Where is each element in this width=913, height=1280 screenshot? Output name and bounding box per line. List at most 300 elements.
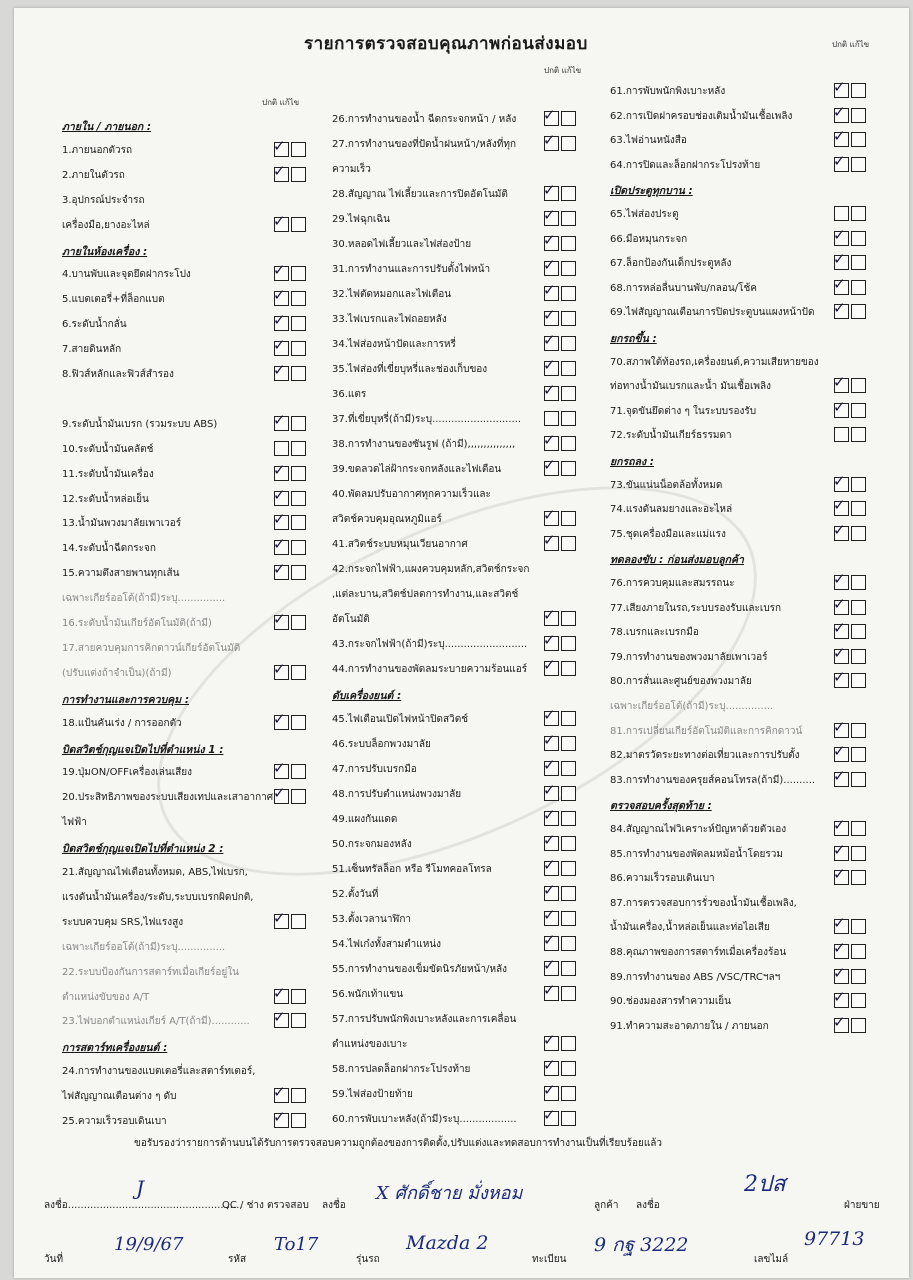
- check-mark-icon: ✓: [543, 1081, 556, 1099]
- fix-checkbox[interactable]: [561, 961, 576, 976]
- fix-checkbox[interactable]: [561, 136, 576, 151]
- check-mark-icon: ✓: [273, 983, 286, 1002]
- check-mark-icon: ✓: [273, 311, 286, 330]
- checklist-item-label: 76.การควบคุมและสมรรถนะ: [610, 578, 735, 589]
- checklist-item-label: 91.ทำความสะอาดภายใน / ภายนอก: [610, 1020, 769, 1032]
- fix-checkbox[interactable]: [561, 636, 576, 651]
- fix-checkbox[interactable]: [291, 341, 306, 356]
- fix-checkbox[interactable]: [291, 366, 306, 381]
- normal-checkbox[interactable]: [543, 431, 559, 451]
- fix-checkbox[interactable]: [561, 736, 576, 751]
- column-header-3: ปกติ แก้ไข: [832, 40, 870, 49]
- normal-checkbox[interactable]: [543, 231, 559, 251]
- normal-checkbox[interactable]: [273, 211, 289, 232]
- normal-checkbox[interactable]: [833, 299, 849, 319]
- check-mark-icon: ✓: [543, 706, 556, 724]
- normal-checkbox[interactable]: [833, 274, 849, 295]
- fix-checkbox[interactable]: [851, 427, 866, 442]
- normal-checkbox[interactable]: [833, 668, 849, 688]
- fix-checkbox[interactable]: [851, 870, 866, 885]
- normal-checkbox[interactable]: [543, 756, 559, 776]
- fix-checkbox[interactable]: [851, 919, 866, 934]
- check-mark-icon: ✓: [273, 759, 286, 778]
- checklist-item-label: ท่อทางน้ำมันเบรกและน้ำ มันเชื้อเพลิง: [610, 381, 771, 393]
- normal-checkbox[interactable]: [833, 471, 849, 492]
- normal-checkbox[interactable]: [833, 250, 849, 270]
- check-mark-icon: ✓: [273, 485, 286, 504]
- fix-checkbox[interactable]: [291, 540, 306, 555]
- checklist-item-label: 8.ฟิวส์หลักและฟิวส์สำรอง: [62, 369, 174, 380]
- normal-checkbox[interactable]: [833, 914, 849, 934]
- checklist-item-label: ไฟฟ้า: [62, 817, 87, 829]
- check-mark-icon: ✓: [273, 1108, 286, 1126]
- fix-checkbox[interactable]: [291, 266, 306, 281]
- check-mark-icon: ✓: [833, 520, 846, 539]
- section-heading: ทดลองขับ : ก่อนส่งมอบลูกค้า: [610, 554, 744, 567]
- normal-checkbox[interactable]: [273, 336, 289, 356]
- section-heading: การสตาร์ทเครื่องยนต์ :: [62, 1042, 168, 1055]
- fix-checkbox[interactable]: [291, 316, 306, 331]
- normal-checkbox[interactable]: [833, 963, 849, 984]
- check-mark-icon: ✓: [833, 668, 846, 687]
- fix-checkbox[interactable]: [851, 846, 866, 861]
- checklist-item-label: 21.สัญญาณไฟเตือนทั้งหมด, ABS,ไฟเบรก,: [62, 867, 248, 878]
- fix-checkbox[interactable]: [851, 944, 866, 959]
- normal-checkbox[interactable]: [273, 1008, 289, 1028]
- column-header-1: ปกติ แก้ไข: [262, 98, 300, 107]
- checklist-item-label: 65.ไฟส่องประตู: [610, 209, 679, 220]
- checklist-item-label: 46.ระบบล็อกพวงมาลัย: [332, 739, 431, 750]
- normal-checkbox[interactable]: [543, 381, 559, 401]
- normal-checkbox[interactable]: [833, 397, 849, 418]
- normal-checkbox[interactable]: [543, 281, 559, 301]
- fix-checkbox[interactable]: [561, 1036, 576, 1051]
- check-mark-icon: ✓: [543, 806, 556, 824]
- normal-checkbox[interactable]: [544, 411, 559, 426]
- check-mark-icon: ✓: [833, 471, 846, 490]
- qc-role-label: QC / ช่าง ตรวจสอบ: [222, 1200, 309, 1211]
- fix-checkbox[interactable]: [291, 441, 306, 456]
- customer-signature: X ศักดิ์ชาย มั่งหอม: [376, 1183, 523, 1204]
- checklist-item-label: 43.กระจกไฟฟ้า(ถ้ามี)ระบุ..........................: [332, 639, 528, 650]
- fix-checkbox[interactable]: [851, 821, 866, 836]
- normal-checkbox[interactable]: [543, 306, 559, 326]
- checklist-item-label: 24.การทำงานของแบตเตอรี่และสตาร์ทเตอร์,: [62, 1066, 256, 1078]
- normal-checkbox[interactable]: [543, 631, 559, 651]
- fix-checkbox[interactable]: [291, 789, 306, 804]
- checklist-item-label: 67.ล็อกป้องกันเด็กประตูหลัง: [610, 258, 732, 270]
- fix-checkbox[interactable]: [291, 416, 306, 431]
- normal-checkbox[interactable]: [543, 606, 559, 626]
- check-mark-icon: ✓: [833, 865, 846, 884]
- normal-checkbox[interactable]: [833, 151, 849, 172]
- fix-checkbox[interactable]: [561, 536, 576, 551]
- normal-checkbox[interactable]: [543, 206, 559, 226]
- check-mark-icon: ✓: [273, 1083, 286, 1102]
- normal-checkbox[interactable]: [833, 1012, 849, 1033]
- normal-checkbox[interactable]: [543, 906, 559, 926]
- fix-checkbox[interactable]: [851, 624, 866, 639]
- checklist-item-label: สวิตช์ควบคุมอุณหภูมิแอร์: [332, 514, 442, 525]
- normal-checkbox[interactable]: [833, 225, 849, 246]
- normal-checkbox[interactable]: [543, 781, 559, 801]
- normal-checkbox[interactable]: [273, 1083, 289, 1103]
- checklist-item-label: 47.การปรับเบรกมือ: [332, 764, 417, 775]
- normal-checkbox[interactable]: [273, 659, 289, 680]
- normal-checkbox[interactable]: [543, 106, 559, 126]
- normal-checkbox[interactable]: [273, 709, 289, 730]
- checklist-item-label: อัตโนมัติ: [332, 614, 370, 625]
- fix-checkbox[interactable]: [291, 764, 306, 779]
- normal-checkbox[interactable]: [273, 460, 289, 481]
- normal-checkbox[interactable]: [543, 456, 559, 476]
- fix-checkbox[interactable]: [851, 723, 866, 738]
- normal-checkbox[interactable]: [833, 78, 849, 98]
- fix-checkbox[interactable]: [851, 969, 866, 984]
- checklist-item-label: 45.ไฟเตือนเปิดไฟหน้าปิดสวิตช์: [332, 714, 469, 725]
- normal-checkbox[interactable]: [273, 610, 289, 630]
- normal-checkbox[interactable]: [273, 759, 289, 779]
- checklist-item-label: 30.หลอดไฟเลี้ยวและไฟส่องป้าย: [332, 239, 472, 250]
- fix-checkbox[interactable]: [561, 911, 576, 926]
- fix-checkbox[interactable]: [561, 461, 576, 476]
- fix-checkbox[interactable]: [291, 466, 306, 481]
- fix-checkbox[interactable]: [561, 411, 576, 426]
- checklist-item-label: 85.การทำงานของพัดลมหม้อน้ำโดยรวม: [610, 848, 783, 860]
- normal-checkbox[interactable]: [833, 570, 849, 590]
- check-mark-icon: ✓: [543, 531, 556, 549]
- fix-checkbox[interactable]: [291, 1113, 306, 1128]
- check-mark-icon: ✓: [543, 356, 556, 374]
- check-mark-icon: ✓: [273, 136, 286, 155]
- fix-checkbox[interactable]: [291, 291, 306, 306]
- checklist-item-label: 23.ไฟบอกตำแหน่งเกียร์ A/T(ถ้ามี)............: [62, 1016, 250, 1028]
- fix-checkbox[interactable]: [561, 186, 576, 201]
- normal-checkbox[interactable]: [543, 256, 559, 276]
- normal-checkbox[interactable]: [273, 983, 289, 1004]
- checklist-item-label: 3.อุปกรณ์ประจำรถ: [62, 194, 145, 206]
- normal-checkbox[interactable]: [543, 806, 559, 826]
- fix-checkbox[interactable]: [291, 565, 306, 580]
- normal-checkbox[interactable]: [543, 1056, 559, 1076]
- check-mark-icon: ✓: [543, 106, 556, 124]
- fix-checkbox[interactable]: [851, 403, 866, 418]
- fix-checkbox[interactable]: [851, 1018, 866, 1033]
- normal-checkbox[interactable]: [543, 181, 559, 201]
- normal-checkbox[interactable]: [273, 535, 289, 555]
- normal-checkbox[interactable]: [543, 981, 559, 1001]
- normal-checkbox[interactable]: [273, 161, 289, 182]
- normal-checkbox[interactable]: [273, 261, 289, 281]
- normal-checkbox[interactable]: [833, 840, 849, 861]
- normal-checkbox[interactable]: [543, 831, 559, 851]
- normal-checkbox[interactable]: [833, 816, 849, 836]
- check-mark-icon: ✓: [273, 161, 286, 180]
- normal-checkbox[interactable]: [543, 506, 559, 526]
- normal-checkbox[interactable]: [543, 531, 559, 551]
- mileage-value: 97713: [804, 1228, 865, 1250]
- normal-checkbox[interactable]: [833, 619, 849, 639]
- sign-sales-label: ลงชื่อ: [636, 1200, 660, 1211]
- checklist-item-label: 57.การปรับพนักพิงเบาะหลังและการเคลื่อน: [332, 1014, 517, 1025]
- normal-checkbox[interactable]: [833, 127, 849, 147]
- checklist-item-label: 79.การทำงานของพวงมาลัยเพาเวอร์: [610, 651, 768, 663]
- checklist-item-label: 19.ปุ่มON/OFFเครื่องเล่นเสียง: [62, 767, 192, 779]
- fix-checkbox[interactable]: [851, 378, 866, 393]
- normal-checkbox[interactable]: [273, 485, 289, 506]
- normal-checkbox[interactable]: [273, 908, 289, 929]
- check-mark-icon: ✓: [833, 1012, 846, 1031]
- fix-checkbox[interactable]: [561, 786, 576, 801]
- fix-checkbox[interactable]: [851, 673, 866, 688]
- checklist-item-label: 20.ประสิทธิภาพของระบบเสียงเทปและเสาอากาศ: [62, 792, 274, 804]
- fix-checkbox[interactable]: [291, 515, 306, 530]
- fix-checkbox[interactable]: [561, 386, 576, 401]
- check-mark-icon: ✓: [543, 331, 556, 349]
- fix-checkbox[interactable]: [291, 615, 306, 630]
- checklist-item-label: 10.ระดับน้ำมันคลัตช์: [62, 443, 154, 455]
- date-value: 19/9/67: [114, 1234, 184, 1255]
- normal-checkbox[interactable]: [273, 1108, 289, 1128]
- checklist-item-label: 71.จุดขันยึดต่าง ๆ ในระบบรองรับ: [610, 405, 757, 417]
- checklist-item-label: 12.ระดับน้ำหล่อเย็น: [62, 493, 149, 505]
- checklist-item-label: 9.ระดับน้ำมันเบรก (รวมระบบ ABS): [62, 418, 218, 430]
- normal-checkbox[interactable]: [273, 784, 289, 804]
- check-mark-icon: ✓: [543, 1031, 556, 1049]
- normal-checkbox[interactable]: [543, 731, 559, 751]
- fix-checkbox[interactable]: [851, 231, 866, 246]
- normal-checkbox[interactable]: [543, 1106, 559, 1126]
- section-heading: เปิดประตูทุกบาน :: [610, 185, 693, 198]
- fix-checkbox[interactable]: [561, 111, 576, 126]
- fix-checkbox[interactable]: [851, 526, 866, 541]
- normal-checkbox[interactable]: [833, 766, 849, 787]
- sales-signature: 2ปส: [744, 1172, 786, 1197]
- normal-checkbox[interactable]: [543, 881, 559, 901]
- normal-checkbox[interactable]: [833, 865, 849, 885]
- checklist-item-label: 29.ไฟฉุกเฉิน: [332, 214, 390, 225]
- checklist-item-label: ตำแหน่งขับของ A/T: [62, 991, 150, 1003]
- fix-checkbox[interactable]: [561, 361, 576, 376]
- date-label: วันที่: [44, 1254, 64, 1265]
- fix-checkbox[interactable]: [851, 649, 866, 664]
- checklist-item-label: 42.กระจกไฟฟ้า,แผงควบคุมหลัก,สวิตช์กระจก: [332, 564, 530, 575]
- check-mark-icon: ✓: [543, 131, 556, 149]
- section-heading: ภายในห้องเครื่อง :: [62, 245, 148, 258]
- normal-checkbox[interactable]: [833, 643, 849, 664]
- check-mark-icon: ✓: [543, 931, 556, 949]
- normal-checkbox[interactable]: [273, 510, 289, 530]
- checklist-item-label: 51.เซ็นทรัลล็อก หรือ รีโมทคอลโทรล: [332, 864, 492, 875]
- fix-checkbox[interactable]: [851, 132, 866, 147]
- fix-checkbox[interactable]: [851, 157, 866, 172]
- fix-checkbox[interactable]: [561, 761, 576, 776]
- checklist-item-label: 14.ระดับน้ำฉีดกระจก: [62, 543, 156, 555]
- checklist-item-label: 61.การพับพนักพิงเบาะหลัง: [610, 86, 726, 97]
- checklist-item-label: 38.การทำงานของซันรูฟ (ถ้ามี),,,,,,,,,,,,,,,: [332, 439, 516, 450]
- fix-checkbox[interactable]: [561, 811, 576, 826]
- fix-checkbox[interactable]: [851, 993, 866, 1008]
- checklist-item-label: 54.ไฟเก๋งทั้งสามตำแหน่ง: [332, 939, 442, 950]
- normal-checkbox[interactable]: [833, 988, 849, 1008]
- checklist-item-label: 28.สัญญาณ ไฟเลี้ยวและการปิดอัตโนมัติ: [332, 189, 508, 200]
- normal-checkbox[interactable]: [273, 361, 289, 381]
- normal-checkbox[interactable]: [543, 706, 559, 726]
- check-mark-icon: ✓: [273, 336, 286, 355]
- fix-checkbox[interactable]: [851, 108, 866, 123]
- normal-checkbox[interactable]: [833, 102, 849, 123]
- fix-checkbox[interactable]: [851, 304, 866, 319]
- normal-checkbox[interactable]: [833, 520, 849, 541]
- checklist-item-label: 22.ระบบป้องกันการสตาร์ทเมื่อเกียร์อยู่ใน: [62, 966, 239, 978]
- fix-checkbox[interactable]: [851, 575, 866, 590]
- check-mark-icon: ✓: [833, 299, 846, 318]
- normal-checkbox[interactable]: [543, 1081, 559, 1101]
- check-mark-icon: ✓: [273, 510, 286, 529]
- fix-checkbox[interactable]: [291, 167, 306, 182]
- checklist-item-label: 11.ระดับน้ำมันเครื่อง: [62, 468, 154, 480]
- fix-checkbox[interactable]: [291, 989, 306, 1004]
- fix-checkbox[interactable]: [561, 286, 576, 301]
- checklist-item-label: 87.การตรวจสอบการรั่วของน้ำมันเชื้อเพลิง,: [610, 897, 797, 909]
- fix-checkbox[interactable]: [561, 511, 576, 526]
- fix-checkbox[interactable]: [561, 711, 576, 726]
- normal-checkbox[interactable]: [543, 931, 559, 951]
- fix-checkbox[interactable]: [851, 83, 866, 98]
- fix-checkbox[interactable]: [561, 436, 576, 451]
- section-heading: ยกรถขึ้น :: [610, 333, 657, 345]
- normal-checkbox[interactable]: [274, 441, 289, 456]
- normal-checkbox[interactable]: [833, 742, 849, 762]
- check-mark-icon: ✓: [543, 381, 556, 399]
- normal-checkbox[interactable]: [834, 206, 849, 221]
- check-mark-icon: ✓: [833, 816, 846, 834]
- checklist-item-label: 69.ไฟสัญญาณเตือนการปิดประตูบนแผงหน้าปัด: [610, 307, 815, 319]
- check-mark-icon: ✓: [543, 206, 556, 224]
- fix-checkbox[interactable]: [561, 336, 576, 351]
- checklist-item-label: น้ำมันเครื่อง,น้ำหล่อเย็นและท่อไอเสีย: [610, 922, 770, 934]
- fix-checkbox[interactable]: [851, 501, 866, 516]
- normal-checkbox[interactable]: [543, 956, 559, 976]
- fix-checkbox[interactable]: [851, 477, 866, 492]
- fix-checkbox[interactable]: [851, 206, 866, 221]
- check-mark-icon: ✓: [833, 274, 846, 293]
- fix-checkbox[interactable]: [561, 1061, 576, 1076]
- fix-checkbox[interactable]: [291, 665, 306, 680]
- normal-checkbox[interactable]: [273, 560, 289, 580]
- fix-checkbox[interactable]: [291, 715, 306, 730]
- check-mark-icon: ✓: [833, 717, 846, 736]
- check-mark-icon: ✓: [543, 281, 556, 299]
- fix-checkbox[interactable]: [561, 1086, 576, 1101]
- fix-checkbox[interactable]: [851, 600, 866, 615]
- fix-checkbox[interactable]: [851, 280, 866, 295]
- checklist-item-label: 13.น้ำมันพวงมาลัยเพาเวอร์: [62, 518, 182, 530]
- normal-checkbox[interactable]: [833, 373, 849, 393]
- checklist-item-label: 32.ไฟตัดหมอกและไฟเตือน: [332, 289, 452, 300]
- fix-checkbox[interactable]: [561, 211, 576, 226]
- fix-checkbox[interactable]: [851, 747, 866, 762]
- normal-checkbox[interactable]: [543, 356, 559, 376]
- normal-checkbox[interactable]: [543, 1031, 559, 1051]
- checklist-item-label: 48.การปรับตำแหน่งพวงมาลัย: [332, 789, 462, 800]
- normal-checkbox[interactable]: [273, 286, 289, 306]
- check-mark-icon: ✓: [833, 397, 846, 416]
- fix-checkbox[interactable]: [561, 261, 576, 276]
- fix-checkbox[interactable]: [291, 914, 306, 929]
- fix-checkbox[interactable]: [561, 936, 576, 951]
- fix-checkbox[interactable]: [561, 986, 576, 1001]
- check-mark-icon: ✓: [833, 988, 846, 1007]
- fix-checkbox[interactable]: [561, 1111, 576, 1126]
- fix-checkbox[interactable]: [291, 491, 306, 506]
- fix-checkbox[interactable]: [291, 1013, 306, 1028]
- check-mark-icon: ✓: [833, 594, 846, 613]
- check-mark-icon: ✓: [833, 250, 846, 269]
- fix-checkbox[interactable]: [561, 611, 576, 626]
- qc-signature: J: [136, 1176, 145, 1200]
- checklist-item-label: 4.บานพับและจุดยึดฝากระโปง: [62, 269, 191, 281]
- check-mark-icon: ✓: [273, 410, 286, 429]
- normal-checkbox[interactable]: [273, 136, 289, 157]
- check-mark-icon: ✓: [543, 256, 556, 274]
- normal-checkbox[interactable]: [833, 717, 849, 738]
- check-mark-icon: ✓: [543, 656, 556, 674]
- normal-checkbox[interactable]: [833, 939, 849, 959]
- check-mark-icon: ✓: [543, 781, 556, 799]
- fix-checkbox[interactable]: [561, 661, 576, 676]
- check-mark-icon: ✓: [833, 127, 846, 146]
- check-mark-icon: ✓: [543, 831, 556, 849]
- check-mark-icon: ✓: [543, 606, 556, 624]
- fix-checkbox[interactable]: [851, 772, 866, 787]
- fix-checkbox[interactable]: [561, 886, 576, 901]
- normal-checkbox[interactable]: [543, 131, 559, 151]
- normal-checkbox[interactable]: [273, 311, 289, 331]
- normal-checkbox[interactable]: [543, 656, 559, 676]
- checklist-item-label: 41.สวิตช์ระบบหมุนเวียนอากาศ: [332, 539, 468, 550]
- check-mark-icon: ✓: [543, 431, 556, 449]
- normal-checkbox[interactable]: [543, 331, 559, 351]
- fix-checkbox[interactable]: [851, 255, 866, 270]
- checklist-item-label: ไฟสัญญาณเตือนต่าง ๆ ดับ: [62, 1091, 177, 1103]
- normal-checkbox[interactable]: [543, 856, 559, 876]
- normal-checkbox[interactable]: [834, 427, 849, 442]
- checklist-item-label: เครื่องมือ,ยางอะไหล่: [62, 219, 150, 231]
- checklist-item-label: 70.สภาพใต้ท้องรถ,เครื่องยนต์,ความเสียหายของ: [610, 356, 819, 368]
- fix-checkbox[interactable]: [561, 836, 576, 851]
- fix-checkbox[interactable]: [561, 236, 576, 251]
- customer-role-label: ลูกค้า: [594, 1200, 619, 1211]
- fix-checkbox[interactable]: [561, 311, 576, 326]
- normal-checkbox[interactable]: [273, 410, 289, 431]
- fix-checkbox[interactable]: [291, 217, 306, 232]
- section-heading: ภายใน / ภายนอก :: [62, 121, 152, 133]
- check-mark-icon: ✓: [833, 570, 846, 588]
- normal-checkbox[interactable]: [833, 594, 849, 615]
- fix-checkbox[interactable]: [561, 861, 576, 876]
- check-mark-icon: ✓: [273, 535, 286, 554]
- code-label: รหัส: [228, 1254, 247, 1265]
- model-label: รุ่นรถ: [356, 1254, 380, 1265]
- checklist-item-label: เฉพาะเกียร์ออโต้(ถ้ามี)ระบุ...............: [62, 941, 226, 953]
- fix-checkbox[interactable]: [291, 1088, 306, 1103]
- check-mark-icon: ✓: [273, 460, 286, 479]
- checklist-item-label: 78.เบรกและเบรกมือ: [610, 627, 699, 639]
- checklist-item-label: 18.แป้นคันเร่ง / การออกตัว: [62, 717, 182, 729]
- fix-checkbox[interactable]: [291, 142, 306, 157]
- normal-checkbox[interactable]: [833, 496, 849, 516]
